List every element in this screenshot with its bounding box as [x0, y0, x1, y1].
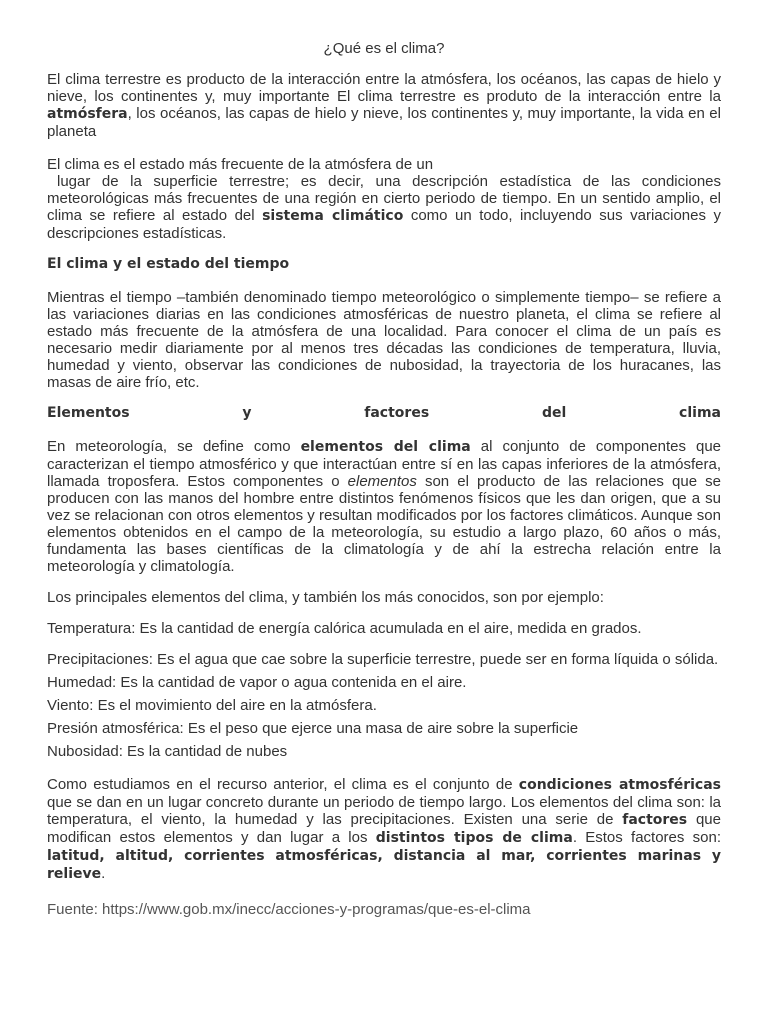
paragraph-elementos: En meteorología, se define como elementos del clima al conjunto de componentes que caracterizan el tiempo atmosférico y que interactúan entre sí en las capas inferiores de la atmósfera, llamada troposfera. Estos componentes o elementos son el producto de las relaciones que se producen con las manos del hombre entre distintos fenómenos físicos que les dan origen, que a su vez se relacionan con otros elementos y resultan modificados por los factores climáticos. Aunque son elementos obtenidos en el campo de la meteorología, su estudio a largo plazo, 60 años o más, fundamenta las bases científicas de la climatología y de ahí la estrecha relación entre la meteorología y climatología. — [47, 438, 722, 575]
page-title: ¿Qué es el clima? — [323, 40, 445, 57]
paragraph-tiempo: Mientras el tiempo –también denominado tiempo meteorológico o simplemente tiempo– se refiere a las variaciones diarias en las condiciones atmosféricas de nuestro planeta, el clima se refiere al estado más frecuente de la atmósfera de una localidad. Para conocer el clima de un país es necesario medir diariamente por al menos tres décadas las condiciones de temperatura, lluvia, humedad y viento, observar las condiciones de nubosidad, la trayectoria de los huracanes, las masas de aire frío, etc. — [47, 289, 721, 391]
paragraph-definition-line1: El clima es el estado más frecuente de la atmósfera de un — [47, 156, 434, 173]
paragraph-principales: Los principales elementos del clima, y también los más conocidos, son por ejemplo: — [47, 589, 604, 606]
item-temperatura: Temperatura: Es la cantidad de energía calórica acumulada en el aire, medida en grados. — [47, 620, 642, 637]
item-nubosidad: Nubosidad: Es la cantidad de nubes — [47, 743, 288, 760]
item-humedad: Humedad: Es la cantidad de vapor o agua contenida en el aire. — [47, 674, 467, 691]
source-citation: Fuente: https://www.gob.mx/inecc/acciones-y-programas/que-es-el-clima — [47, 901, 531, 918]
paragraph-intro: El clima terrestre es producto de la interacción entre la atmósfera, los océanos, las capas de hielo y nieve, los continentes y, muy importante El clima terrestre es produto de la interacción entre la atmósfera, los océanos, las capas de hielo y nieve, los continentes y, muy importante, la vida en el planeta — [47, 71, 721, 140]
section-heading-elementos: Elementos y factores del clima — [47, 405, 721, 421]
paragraph-definition: lugar de la superficie terrestre; es decir, una descripción estadística de las condiciones meteorológicas más frecuentes de una región en cierto periodo de tiempo. En un sentido amplio, el clima se refiere al estado del sistema climático como un todo, incluyendo sus variaciones y descripciones estadísticas. — [47, 173, 721, 242]
paragraph-factores: Como estudiamos en el recurso anterior, el clima es el conjunto de condiciones atmosféricas que se dan en un lugar concreto durante un periodo de tiempo largo. Los elementos del clima son: la temperatura, el viento, la humedad y las precipitaciones. Existen una serie de factores que modifican estos elementos y dan lugar a los distintos tipos de clima. Estos factores son: latitud, altitud, corrientes atmosféricas, distancia al mar, corrientes marinas y relieve. — [47, 776, 721, 882]
item-precipitaciones: Precipitaciones: Es el agua que cae sobre la superficie terrestre, puede ser en forma líquida o sólida. — [47, 651, 719, 668]
item-presion: Presión atmosférica: Es el peso que ejerce una masa de aire sobre la superficie — [47, 720, 579, 737]
item-viento: Viento: Es el movimiento del aire en la atmósfera. — [47, 697, 377, 714]
section-heading-tiempo: El clima y el estado del tiempo — [47, 256, 290, 272]
